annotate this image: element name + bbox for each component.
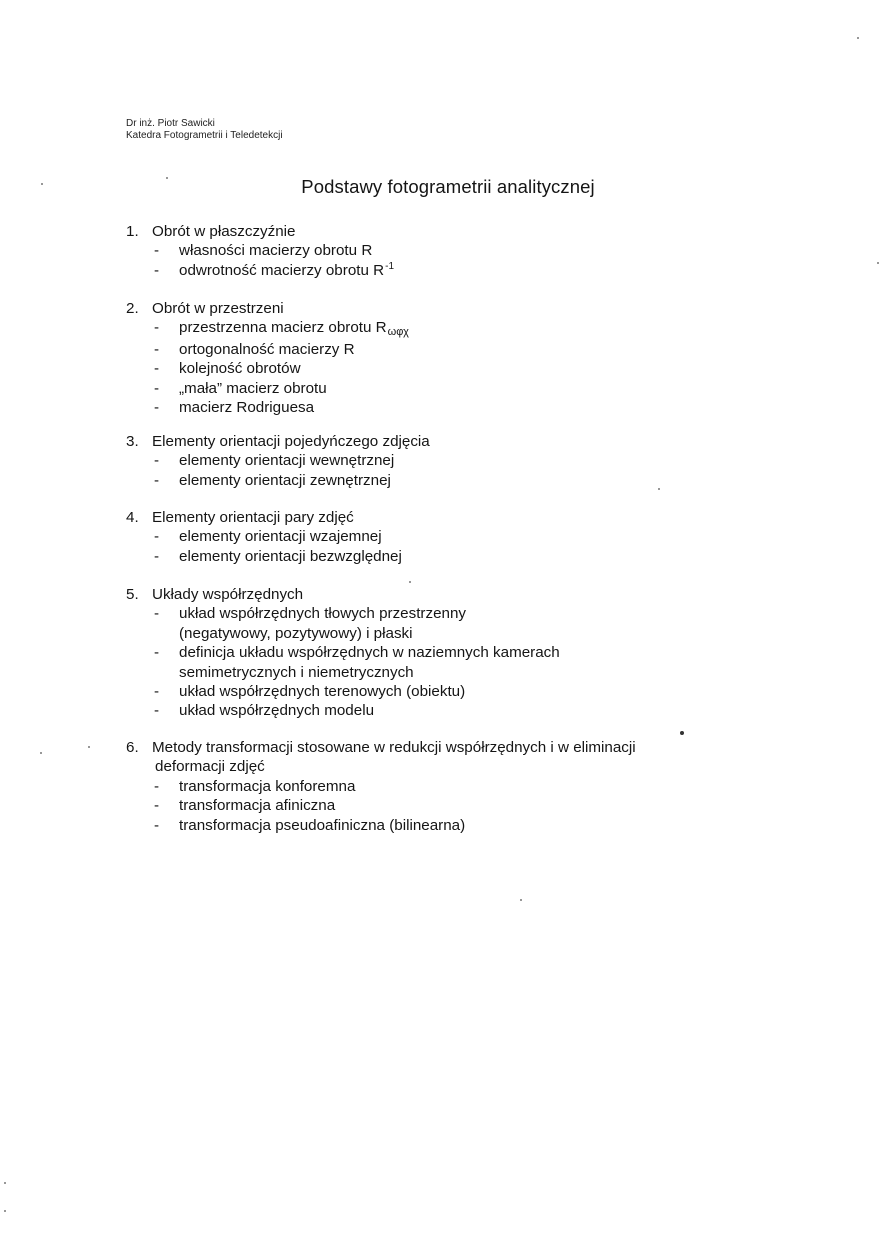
- item-text: transformacja pseudoafiniczna (bilinearna): [179, 816, 466, 834]
- item-text: transformacja konforemna: [179, 777, 356, 795]
- dash-bullet: -: [154, 547, 160, 565]
- section-4: [126, 508, 766, 566]
- heading-continuation: deformacji zdjęć: [155, 758, 265, 776]
- list-item: [126, 682, 766, 701]
- section-1: [126, 222, 766, 282]
- dash-bullet: -: [154, 379, 160, 397]
- document-title: Podstawy fotogrametrii analitycznej: [301, 176, 595, 197]
- item-continuation: semimetrycznych i niemetrycznych: [179, 663, 414, 681]
- section-title: Elementy orientacji pojedyńczego zdjęcia: [152, 433, 430, 450]
- item-text: transformacja afiniczna: [179, 797, 336, 815]
- section-3: [126, 432, 766, 490]
- list-item: [126, 643, 766, 662]
- item-text: własności macierzy obrotu R: [179, 242, 373, 260]
- list-item: [126, 796, 766, 815]
- dash-bullet: -: [154, 360, 160, 378]
- section-heading: [126, 738, 766, 757]
- dash-bullet: -: [154, 797, 160, 815]
- list-item: [126, 451, 766, 470]
- list-item: [126, 318, 766, 339]
- item-text: układ współrzędnych modelu: [179, 702, 375, 720]
- dash-bullet: -: [154, 644, 160, 662]
- scan-speck: [877, 262, 879, 264]
- scan-speck: [658, 488, 660, 490]
- subscript: ωφχ: [387, 326, 409, 339]
- dash-bullet: -: [154, 452, 160, 470]
- section-title: Układy współrzędnych: [152, 586, 304, 603]
- section-6: [126, 738, 766, 835]
- section-title: Obrót w przestrzeni: [152, 300, 284, 317]
- list-item: [126, 777, 766, 796]
- dash-bullet: -: [154, 683, 160, 701]
- scan-speck: [680, 731, 684, 735]
- section-number: 3.: [126, 433, 139, 450]
- author-name: Dr inż. Piotr Sawicki: [126, 118, 215, 129]
- list-item: [126, 471, 766, 490]
- section-heading: [126, 508, 766, 527]
- scan-speck: [40, 752, 42, 754]
- section-heading: [126, 432, 766, 451]
- section-2: [126, 299, 766, 417]
- item-text: ortogonalność macierzy R: [179, 340, 355, 358]
- list-item: [126, 398, 766, 417]
- section-number: 4.: [126, 509, 139, 526]
- section-title: Elementy orientacji pary zdjęć: [152, 509, 354, 526]
- scan-speck: [41, 183, 43, 185]
- section-number: 2.: [126, 300, 139, 317]
- item-text: odwrotność macierzy obrotu R: [179, 261, 385, 279]
- scan-speck: [166, 177, 168, 179]
- section-title: Obrót w płaszczyźnie: [152, 223, 296, 240]
- scan-speck: [88, 746, 90, 748]
- dash-bullet: -: [154, 605, 160, 623]
- dash-bullet: -: [154, 777, 160, 795]
- list-item: [126, 701, 766, 720]
- dash-bullet: -: [154, 319, 160, 337]
- dash-bullet: -: [154, 340, 160, 358]
- list-item: [126, 379, 766, 398]
- scan-speck: [4, 1182, 6, 1184]
- item-text: układ współrzędnych terenowych (obiektu): [179, 683, 466, 701]
- dash-bullet: -: [154, 399, 160, 417]
- item-text: elementy orientacji zewnętrznej: [179, 471, 391, 489]
- item-text: definicja układu współrzędnych w naziemnych kamerach: [179, 644, 560, 662]
- list-item: [126, 359, 766, 378]
- dash-bullet: -: [154, 261, 160, 279]
- item-text: kolejność obrotów: [179, 360, 301, 378]
- section-title: Metody transformacji stosowane w redukcji współrzędnych i w eliminacji: [152, 739, 636, 756]
- list-item: [126, 261, 766, 282]
- item-text: macierz Rodriguesa: [179, 399, 315, 417]
- section-5: [126, 585, 766, 721]
- dash-bullet: -: [154, 242, 160, 260]
- author-header: [126, 118, 283, 142]
- section-heading: [126, 585, 766, 604]
- dash-bullet: -: [154, 816, 160, 834]
- scan-speck: [409, 581, 411, 583]
- section-heading: [126, 299, 766, 318]
- dash-bullet: -: [154, 702, 160, 720]
- dash-bullet: -: [154, 528, 160, 546]
- list-item: [126, 241, 766, 260]
- item-text: „mała” macierz obrotu: [179, 379, 327, 397]
- item-text: układ współrzędnych tłowych przestrzenny: [179, 605, 467, 623]
- section-number: 1.: [126, 223, 139, 240]
- item-continuation: (negatywowy, pozytywowy) i płaski: [179, 624, 413, 642]
- item-text: elementy orientacji bezwzględnej: [179, 547, 402, 565]
- section-number: 5.: [126, 586, 139, 603]
- section-number: 6.: [126, 739, 139, 756]
- list-item: [126, 527, 766, 546]
- item-text: elementy orientacji wewnętrznej: [179, 452, 395, 470]
- list-item: [126, 604, 766, 623]
- scan-speck: [520, 899, 522, 901]
- item-text: przestrzenna macierz obrotu R: [179, 319, 387, 337]
- section-heading: [126, 222, 766, 241]
- superscript: -1: [385, 260, 395, 272]
- list-item: [126, 816, 766, 835]
- dash-bullet: -: [154, 471, 160, 489]
- scan-speck: [857, 37, 859, 39]
- list-item: [126, 547, 766, 566]
- item-text: elementy orientacji wzajemnej: [179, 528, 382, 546]
- list-item: [126, 340, 766, 359]
- department-name: Katedra Fotogrametrii i Teledetekcji: [126, 130, 283, 141]
- scan-speck: [4, 1210, 6, 1212]
